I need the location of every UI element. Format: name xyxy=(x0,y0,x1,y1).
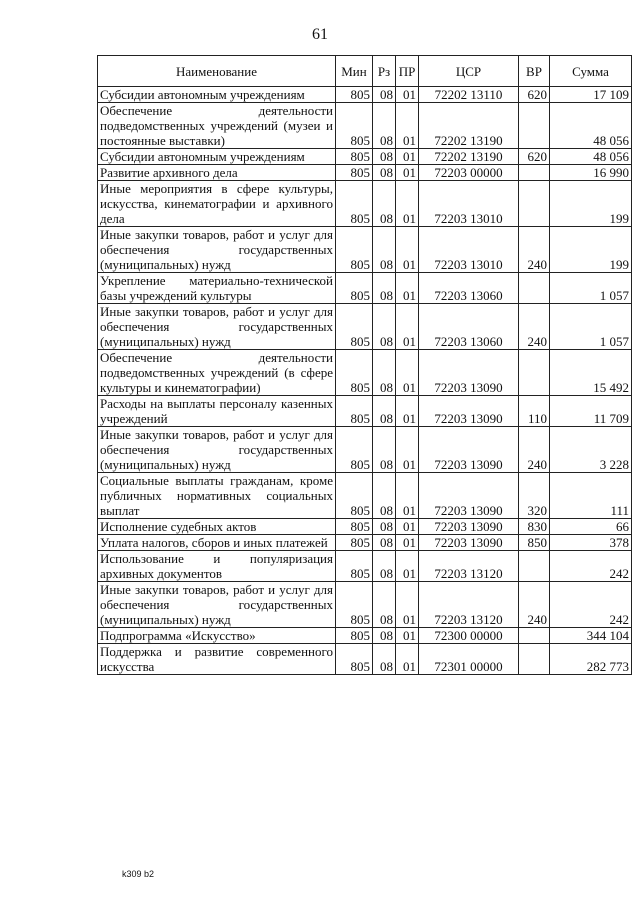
cell-rz: 08 xyxy=(373,535,396,551)
cell-min: 805 xyxy=(336,396,373,427)
cell-rz: 08 xyxy=(373,149,396,165)
cell-vr: 320 xyxy=(519,473,550,519)
table-row xyxy=(98,350,632,396)
table-row xyxy=(98,535,632,551)
table-row xyxy=(98,103,632,149)
cell-vr: 240 xyxy=(519,582,550,628)
cell-rz: 08 xyxy=(373,227,396,273)
cell-name: Иные закупки товаров, работ и услуг для обеспечения государственных (муниципальных) нужд xyxy=(98,582,336,628)
table-row xyxy=(98,628,632,644)
cell-sum: 17 109 xyxy=(550,87,632,103)
footer-code: k309 b2 xyxy=(122,869,155,879)
cell-csr: 72203 13090 xyxy=(419,427,519,473)
cell-pr: 01 xyxy=(396,582,419,628)
cell-pr: 01 xyxy=(396,396,419,427)
cell-rz: 08 xyxy=(373,165,396,181)
cell-pr: 01 xyxy=(396,427,419,473)
table-row xyxy=(98,644,632,675)
table-row xyxy=(98,582,632,628)
cell-rz: 08 xyxy=(373,582,396,628)
header-name: Наименование xyxy=(98,56,336,87)
cell-rz: 08 xyxy=(373,103,396,149)
cell-vr: 240 xyxy=(519,427,550,473)
cell-min: 805 xyxy=(336,227,373,273)
cell-vr: 620 xyxy=(519,87,550,103)
cell-min: 805 xyxy=(336,582,373,628)
cell-min: 805 xyxy=(336,165,373,181)
table-row xyxy=(98,304,632,350)
budget-table xyxy=(97,55,632,675)
cell-pr: 01 xyxy=(396,149,419,165)
cell-pr: 01 xyxy=(396,227,419,273)
cell-vr: 240 xyxy=(519,304,550,350)
cell-min: 805 xyxy=(336,149,373,165)
cell-name: Иные закупки товаров, работ и услуг для обеспечения государственных (муниципальных) нужд xyxy=(98,427,336,473)
cell-min: 805 xyxy=(336,87,373,103)
cell-sum: 242 xyxy=(550,582,632,628)
cell-rz: 08 xyxy=(373,473,396,519)
cell-pr: 01 xyxy=(396,181,419,227)
table-row xyxy=(98,149,632,165)
cell-pr: 01 xyxy=(396,165,419,181)
header-csr: ЦСР xyxy=(419,56,519,87)
cell-min: 805 xyxy=(336,473,373,519)
cell-vr: 620 xyxy=(519,149,550,165)
cell-name: Иные закупки товаров, работ и услуг для обеспечения государственных (муниципальных) нужд xyxy=(98,227,336,273)
cell-name: Иные закупки товаров, работ и услуг для обеспечения государственных (муниципальных) нужд xyxy=(98,304,336,350)
cell-csr: 72203 13090 xyxy=(419,519,519,535)
header-rz: Рз xyxy=(373,56,396,87)
header-min: Мин xyxy=(336,56,373,87)
table-row xyxy=(98,519,632,535)
cell-sum: 48 056 xyxy=(550,103,632,149)
cell-rz: 08 xyxy=(373,427,396,473)
cell-name: Развитие архивного дела xyxy=(98,165,336,181)
cell-rz: 08 xyxy=(373,551,396,582)
cell-csr: 72203 13090 xyxy=(419,535,519,551)
cell-sum: 111 xyxy=(550,473,632,519)
cell-min: 805 xyxy=(336,304,373,350)
table-row xyxy=(98,165,632,181)
cell-csr: 72202 13110 xyxy=(419,87,519,103)
cell-csr: 72203 00000 xyxy=(419,165,519,181)
table-row xyxy=(98,427,632,473)
cell-csr: 72203 13010 xyxy=(419,227,519,273)
table-row xyxy=(98,551,632,582)
table-row xyxy=(98,473,632,519)
cell-pr: 01 xyxy=(396,87,419,103)
cell-min: 805 xyxy=(336,628,373,644)
cell-min: 805 xyxy=(336,350,373,396)
cell-min: 805 xyxy=(336,427,373,473)
cell-sum: 378 xyxy=(550,535,632,551)
cell-min: 805 xyxy=(336,519,373,535)
cell-csr: 72203 13090 xyxy=(419,350,519,396)
page-number: 61 xyxy=(312,26,328,43)
cell-sum: 242 xyxy=(550,551,632,582)
cell-name: Исполнение судебных актов xyxy=(98,519,336,535)
cell-pr: 01 xyxy=(396,273,419,304)
cell-pr: 01 xyxy=(396,519,419,535)
cell-vr xyxy=(519,628,550,644)
cell-rz: 08 xyxy=(373,304,396,350)
cell-min: 805 xyxy=(336,181,373,227)
cell-csr: 72203 13060 xyxy=(419,273,519,304)
cell-rz: 08 xyxy=(373,350,396,396)
cell-csr: 72203 13120 xyxy=(419,551,519,582)
cell-vr: 850 xyxy=(519,535,550,551)
cell-pr: 01 xyxy=(396,473,419,519)
cell-sum: 3 228 xyxy=(550,427,632,473)
cell-rz: 08 xyxy=(373,628,396,644)
header-sum: Сумма xyxy=(550,56,632,87)
cell-min: 805 xyxy=(336,551,373,582)
table-row xyxy=(98,181,632,227)
cell-rz: 08 xyxy=(373,181,396,227)
cell-rz: 08 xyxy=(373,87,396,103)
cell-rz: 08 xyxy=(373,396,396,427)
cell-pr: 01 xyxy=(396,551,419,582)
cell-csr: 72203 13060 xyxy=(419,304,519,350)
cell-vr xyxy=(519,181,550,227)
cell-sum: 1 057 xyxy=(550,304,632,350)
cell-csr: 72202 13190 xyxy=(419,103,519,149)
cell-rz: 08 xyxy=(373,519,396,535)
cell-name: Обеспечение деятельности подведомственных учреждений (музеи и постоянные выставки) xyxy=(98,103,336,149)
cell-name: Субсидии автономным учреждениям xyxy=(98,87,336,103)
cell-sum: 48 056 xyxy=(550,149,632,165)
table-row xyxy=(98,87,632,103)
cell-rz: 08 xyxy=(373,644,396,675)
cell-csr: 72203 13120 xyxy=(419,582,519,628)
cell-name: Уплата налогов, сборов и иных платежей xyxy=(98,535,336,551)
cell-csr: 72202 13190 xyxy=(419,149,519,165)
cell-name: Иные мероприятия в сфере культуры, искусства, кинематографии и архивного дела xyxy=(98,181,336,227)
cell-vr xyxy=(519,350,550,396)
cell-name: Использование и популяризация архивных документов xyxy=(98,551,336,582)
cell-pr: 01 xyxy=(396,304,419,350)
cell-rz: 08 xyxy=(373,273,396,304)
cell-sum: 15 492 xyxy=(550,350,632,396)
cell-vr xyxy=(519,103,550,149)
cell-vr: 830 xyxy=(519,519,550,535)
cell-name: Обеспечение деятельности подведомственных учреждений (в сфере культуры и кинематографии) xyxy=(98,350,336,396)
cell-csr: 72203 13010 xyxy=(419,181,519,227)
cell-vr: 240 xyxy=(519,227,550,273)
cell-sum: 16 990 xyxy=(550,165,632,181)
cell-name: Социальные выплаты гражданам, кроме публичных нормативных социальных выплат xyxy=(98,473,336,519)
cell-sum: 66 xyxy=(550,519,632,535)
cell-pr: 01 xyxy=(396,103,419,149)
table-row xyxy=(98,227,632,273)
cell-sum: 344 104 xyxy=(550,628,632,644)
cell-sum: 199 xyxy=(550,227,632,273)
cell-min: 805 xyxy=(336,103,373,149)
cell-name: Подпрограмма «Искусство» xyxy=(98,628,336,644)
cell-sum: 199 xyxy=(550,181,632,227)
cell-vr xyxy=(519,273,550,304)
table-header-row xyxy=(98,56,632,87)
cell-min: 805 xyxy=(336,273,373,304)
cell-csr: 72203 13090 xyxy=(419,396,519,427)
cell-csr: 72203 13090 xyxy=(419,473,519,519)
cell-name: Расходы на выплаты персоналу казенных учреждений xyxy=(98,396,336,427)
cell-pr: 01 xyxy=(396,644,419,675)
table-body xyxy=(98,87,632,675)
cell-vr: 110 xyxy=(519,396,550,427)
cell-sum: 11 709 xyxy=(550,396,632,427)
cell-min: 805 xyxy=(336,644,373,675)
cell-csr: 72300 00000 xyxy=(419,628,519,644)
cell-sum: 1 057 xyxy=(550,273,632,304)
cell-vr xyxy=(519,551,550,582)
cell-pr: 01 xyxy=(396,628,419,644)
cell-pr: 01 xyxy=(396,535,419,551)
header-vr: ВР xyxy=(519,56,550,87)
cell-name: Субсидии автономным учреждениям xyxy=(98,149,336,165)
cell-name: Поддержка и развитие современного искусства xyxy=(98,644,336,675)
table-row xyxy=(98,396,632,427)
header-pr: ПР xyxy=(396,56,419,87)
cell-pr: 01 xyxy=(396,350,419,396)
cell-name: Укрепление материально-технической базы учреждений культуры xyxy=(98,273,336,304)
cell-sum: 282 773 xyxy=(550,644,632,675)
cell-min: 805 xyxy=(336,535,373,551)
cell-vr xyxy=(519,644,550,675)
cell-vr xyxy=(519,165,550,181)
cell-csr: 72301 00000 xyxy=(419,644,519,675)
table-row xyxy=(98,273,632,304)
